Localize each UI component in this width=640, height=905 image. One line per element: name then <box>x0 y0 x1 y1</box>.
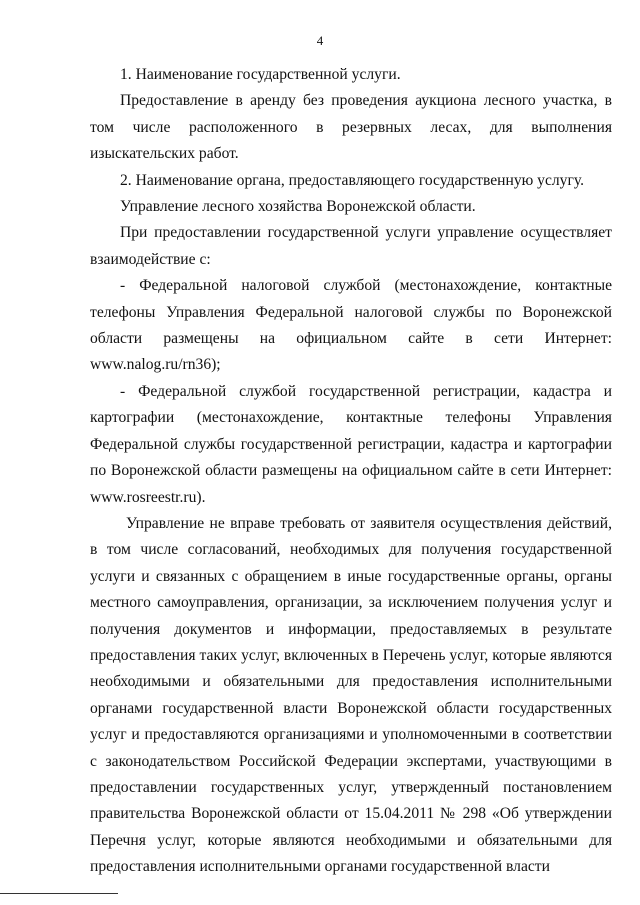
section-heading-authority: 2. Наименование органа, предоставляющего государственную услугу. <box>120 171 584 189</box>
authority-name-text: Управление лесного хозяйства Воронежской области. <box>120 198 476 216</box>
document-body <box>90 62 612 881</box>
interaction-item-registration-service: - Федеральной службой государственной регистрации, кадастра и картографии (местонахождение, контактные телефоны Управления Федеральной службы государственной регистрации, кадастра и картографии по Воронежской области размещены на официальном сайте в сети Интернет: www.rosreestr.ru). <box>90 382 612 506</box>
interaction-intro: При предоставлении государственной услуги управление осуществляет взаимодействие с: <box>90 224 612 268</box>
section-heading-service-name: 1. Наименование государственной услуги. <box>120 66 401 83</box>
interaction-item-tax-service: - Федеральной налоговой службой (местонахождение, контактные телефоны Управления Федеральной налоговой службы по Воронежской области размещены на официальном сайте в сети Интернет: www.nalog.ru/rn36); <box>90 277 612 374</box>
footer-rule <box>0 893 118 894</box>
page-number: 4 <box>316 33 324 48</box>
restriction-paragraph: Управление не вправе требовать от заявителя осуществления действий, в том числе согласований, необходимых для получения государственной услуги и связанных с обращением в иные государственные органы, органы местного самоуправления, организации, за исключением получения услуг и получения документов и информации, предоставляемых в результате предоставления таких услуг, включенных в Перечень услуг, которые являются необходимыми и обязательными для предоставления исполнительными органами государственной власти Воронежской области государственных услуг и предоставляются организациями и уполномоченными в соответствии с законодательством Российской Федерации экспертами, участвующими в предоставлении государственных услуг, утвержденный постановлением правительства Воронежской области от 15.04.2011 № 298 «Об утверждении Перечня услуг, которые являются необходимыми и обязательными для предоставления исполнительными органами государственной власти <box>90 514 612 876</box>
service-name-text: Предоставление в аренду без проведения аукциона лесного участка, в том числе расположенного в резервных лесах, для выполнения изыскательских работ. <box>90 92 612 163</box>
